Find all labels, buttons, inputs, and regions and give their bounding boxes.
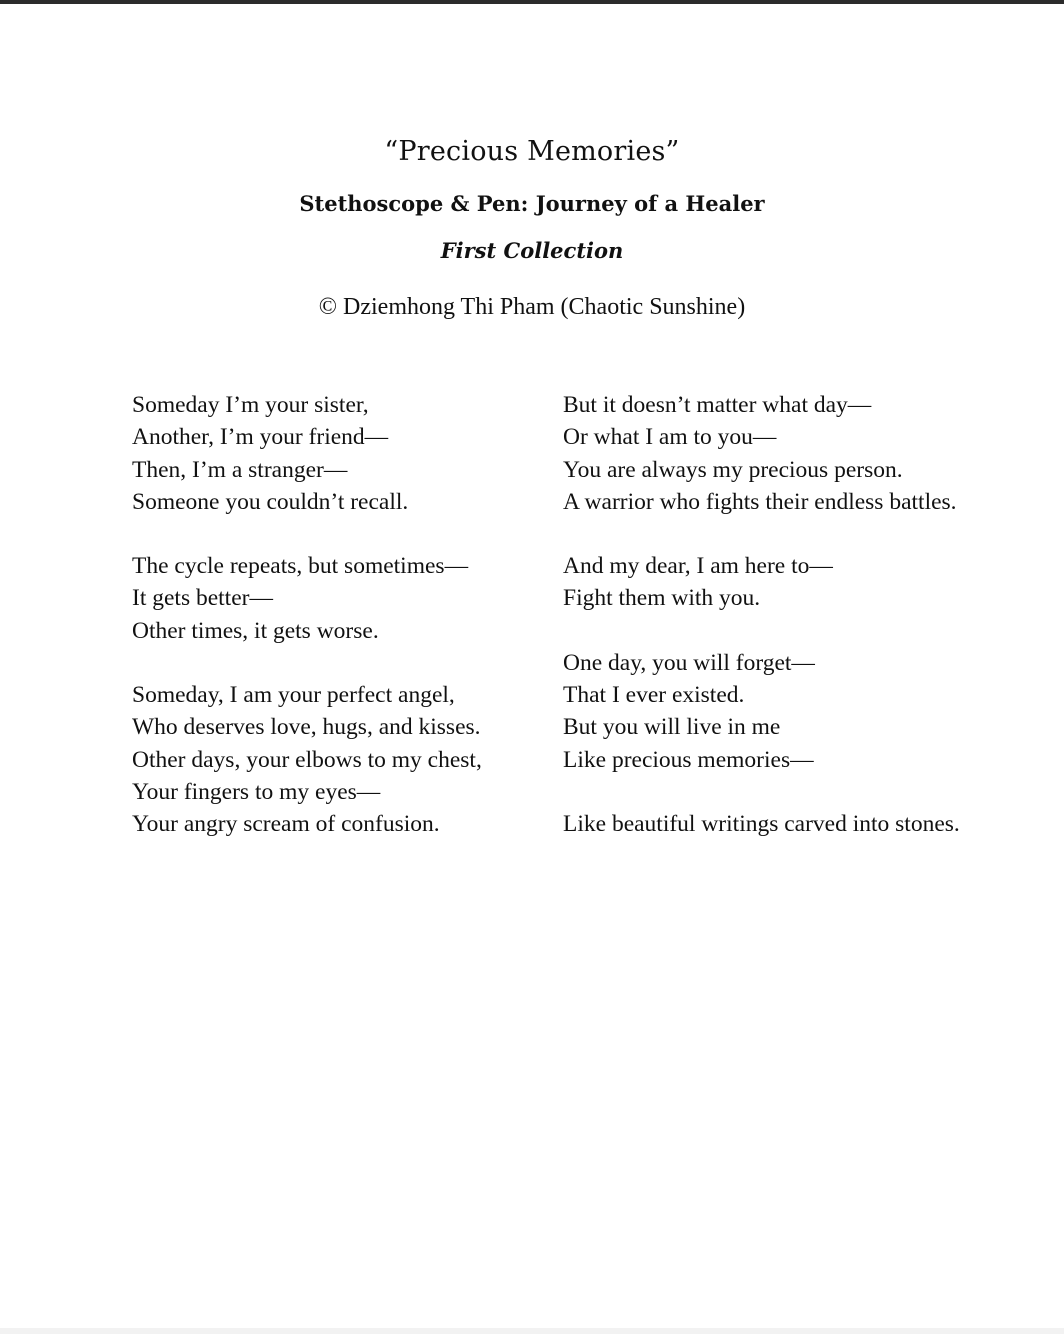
- poem-line: Like precious memories—: [563, 746, 814, 773]
- poem-line: A warrior who fights their endless battles.: [563, 488, 957, 515]
- poem-line: Your angry scream of confusion.: [132, 811, 440, 838]
- stanza: [563, 808, 960, 840]
- top-border: [0, 0, 1064, 4]
- book-subtitle: Stethoscope & Pen: Journey of a Healer: [299, 191, 765, 216]
- poem-right-column: [563, 389, 960, 840]
- stanza: [132, 389, 482, 518]
- poem-line: Fight them with you.: [563, 585, 761, 612]
- stanza: [563, 550, 960, 615]
- poem-left-column: [132, 389, 482, 841]
- poem-line: But it doesn’t matter what day—: [563, 392, 872, 418]
- poem-line: Like beautiful writings carved into stones.: [563, 810, 960, 837]
- poem-line: The cycle repeats, but sometimes—: [132, 553, 469, 580]
- stanza: [132, 550, 482, 647]
- stanza: [563, 647, 960, 776]
- poem-line: Other times, it gets worse.: [132, 617, 379, 644]
- poem-line: Who deserves love, hugs, and kisses.: [132, 714, 481, 741]
- poem-line: Someone you couldn’t recall.: [132, 488, 409, 515]
- collection-label: First Collection: [440, 238, 624, 263]
- poem-line: And my dear, I am here to—: [563, 553, 833, 580]
- poem-line: Someday, I am your perfect angel,: [132, 682, 455, 709]
- poem-line: Your fingers to my eyes—: [132, 778, 381, 805]
- copyright-line: © Dziemhong Thi Pham (Chaotic Sunshine): [318, 294, 746, 320]
- poem-line: One day, you will forget—: [563, 649, 815, 676]
- poem-line: Then, I’m a stranger—: [132, 456, 348, 483]
- poem-title: “Precious Memories”: [384, 136, 680, 167]
- poem-line: Someday I’m your sister,: [132, 392, 369, 418]
- poem-line: That I ever existed.: [563, 682, 745, 709]
- poem-line: Another, I’m your friend—: [132, 424, 389, 451]
- bottom-border: [0, 1328, 1064, 1334]
- poem-line: Or what I am to you—: [563, 424, 777, 451]
- poem-line: It gets better—: [132, 585, 273, 612]
- poem-line: Other days, your elbows to my chest,: [132, 746, 482, 773]
- poem-line: But you will live in me: [563, 714, 781, 741]
- poem-line: You are always my precious person.: [563, 456, 903, 483]
- stanza: [132, 679, 482, 840]
- stanza: [563, 389, 960, 518]
